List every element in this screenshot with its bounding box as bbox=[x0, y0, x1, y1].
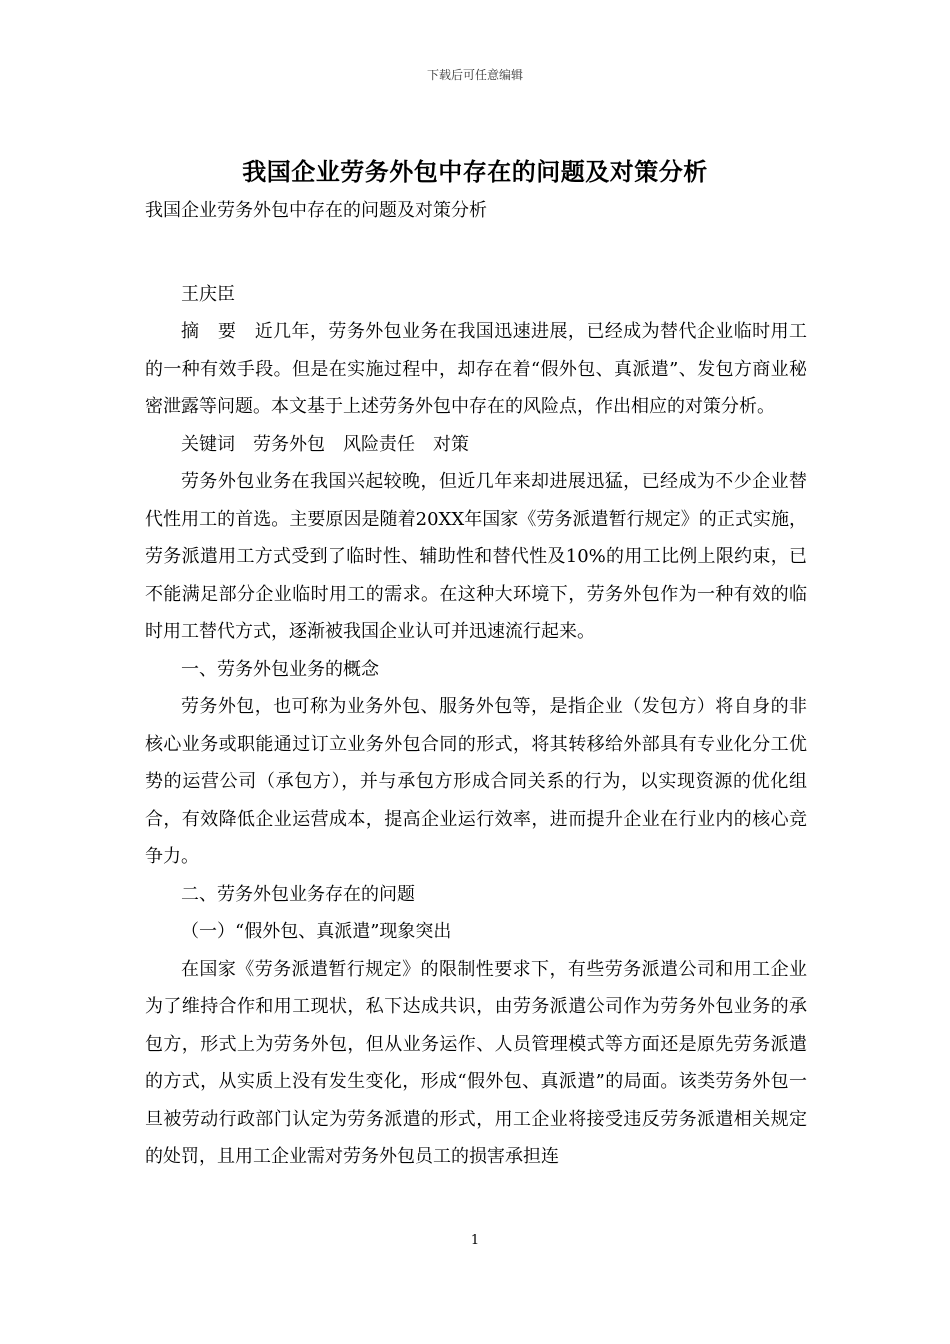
intro-paragraph: 劳务外包业务在我国兴起较晚，但近几年来却进展迅猛，已经成为不少企业替代性用工的首选。主要原因是随着20XX年国家《劳务派遣暂行规定》的正式实施，劳务派遣用工方式受到了临时性、辅助性和替代性及10%的用工比例上限约束，已不能满足部分企业临时用工的需求。在这种大环境下，劳务外包作为一种有效的临时用工替代方式，逐渐被我国企业认可并迅速流行起来。 bbox=[145, 471, 807, 642]
author-name: 王庆臣 bbox=[181, 283, 235, 305]
section-heading-2: 二、劳务外包业务存在的问题 bbox=[181, 883, 415, 905]
section-paragraph-1: 劳务外包，也可称为业务外包、服务外包等，是指企业（发包方）将自身的非核心业务或职能通过订立业务外包合同的形式，将其转移给外部具有专业化分工优势的运营公司（承包方），并与承包方形成合同关系的行为，以实现资源的优化组合，有效降低企业运营成本，提高企业运行效率，进而提升企业在行业内的核心竞争力。 bbox=[145, 696, 807, 867]
subsection-heading-1: （一）“假外包、真派遣”现象突出 bbox=[181, 921, 452, 942]
subsection-paragraph-1: 在国家《劳务派遣暂行规定》的限制性要求下，有些劳务派遣公司和用工企业为了维持合作和用工现状，私下达成共识，由劳务派遣公司作为劳务外包业务的承包方，形式上为劳务外包，但从业务运作、人员管理模式等方面还是原先劳务派遣的方式，从实质上没有发生变化，形成“假外包、真派遣”的局面。该类劳务外包一旦被劳动行政部门认定为劳务派遣的形式，用工企业将接受违反劳务派遣相关规定的处罚，且用工企业需对劳务外包员工的损害承担连 bbox=[145, 958, 807, 1167]
header-note: 下载后可任意编辑 bbox=[426, 68, 523, 82]
abstract-paragraph: 摘 要 近几年，劳务外包业务在我国迅速进展，已经成为替代企业临时用工的一种有效手段。但是在实施过程中，却存在着“假外包、真派遣”、发包方商业秘密泄露等问题。本文基于上述劳务外包中存在的风险点，作出相应的对策分析。 bbox=[145, 321, 807, 417]
document-title: 我国企业劳务外包中存在的问题及对策分析 bbox=[242, 157, 708, 186]
keywords-line: 关键词 劳务外包 风险责任 对策 bbox=[181, 433, 469, 455]
page-number: 1 bbox=[470, 1233, 480, 1248]
section-heading-1: 一、劳务外包业务的概念 bbox=[181, 658, 379, 680]
document-subtitle: 我国企业劳务外包中存在的问题及对策分析 bbox=[145, 200, 487, 221]
document-body bbox=[145, 192, 807, 1176]
blank-line bbox=[145, 230, 807, 276]
